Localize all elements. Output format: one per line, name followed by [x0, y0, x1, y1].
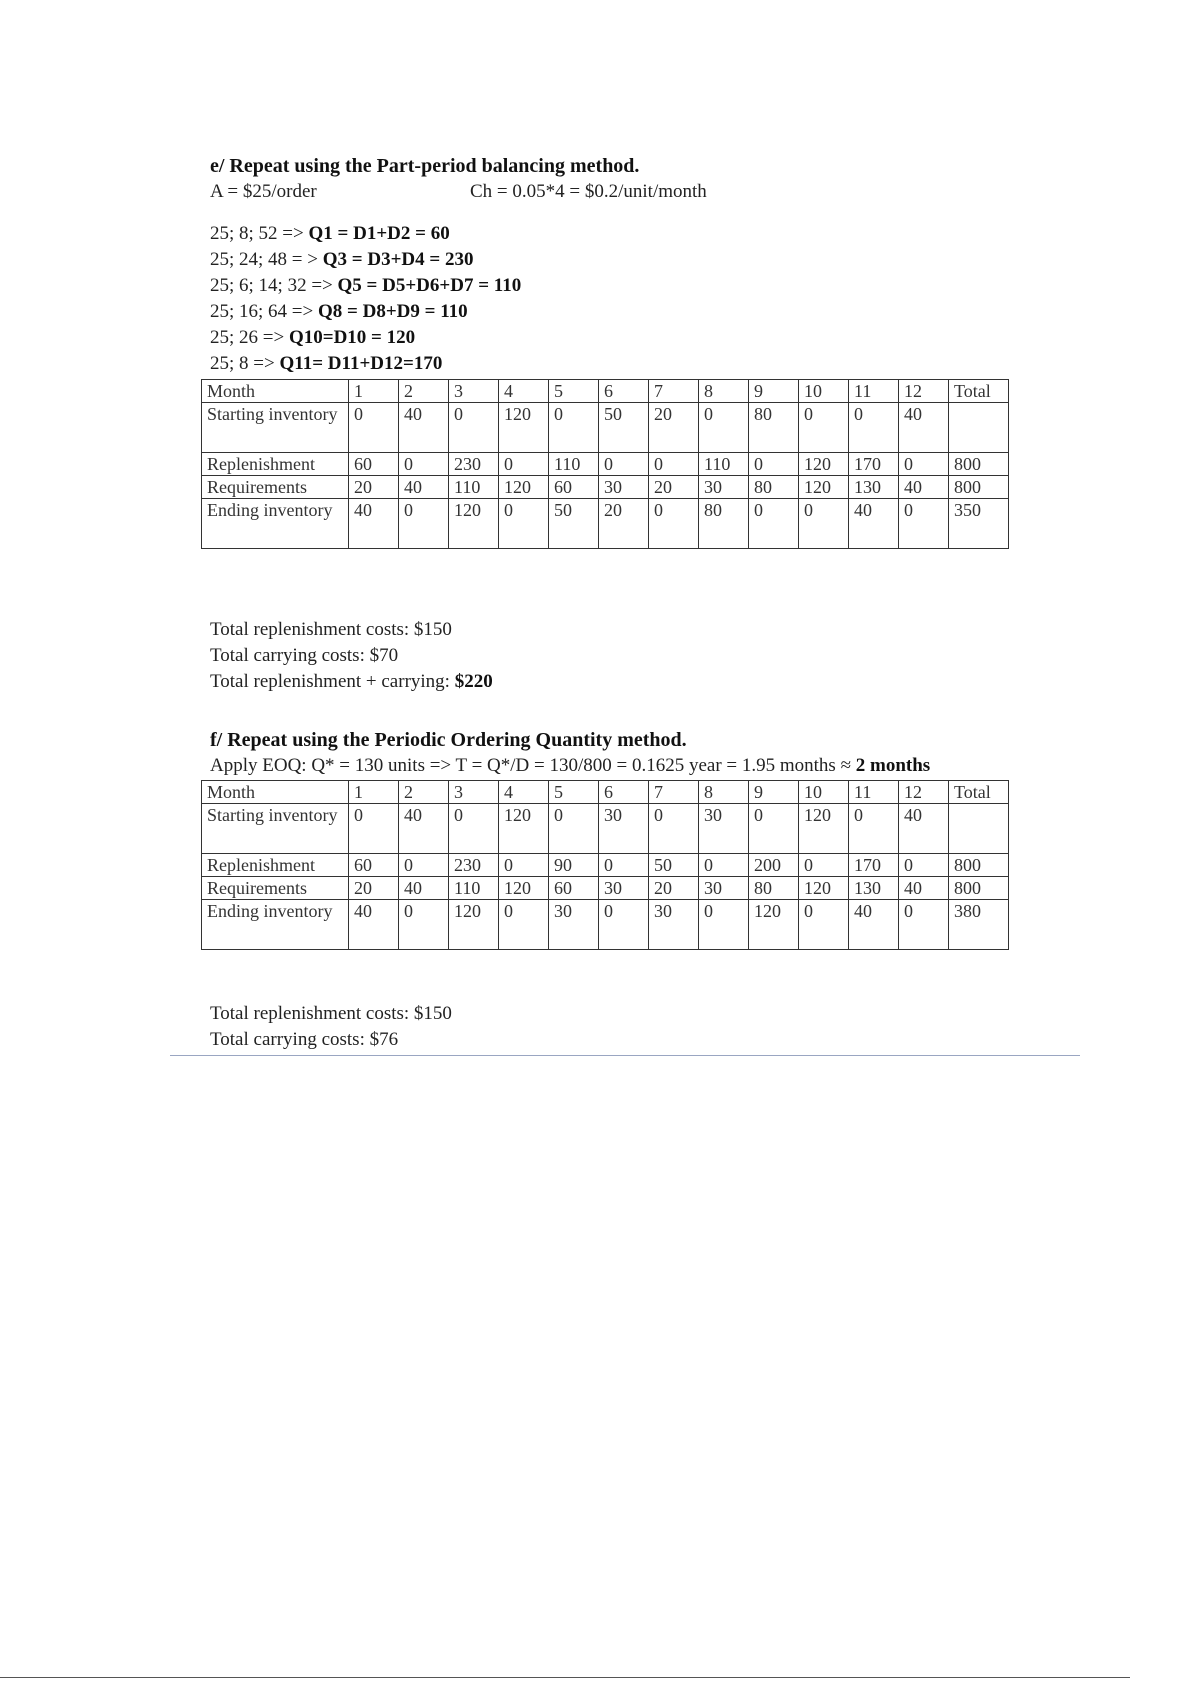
eoq-line: Apply EOQ: Q* = 130 units => T = Q*/D = 130/800 = 0.1625 year = 1.95 months ≈ 2 months	[210, 755, 931, 776]
table-cell: 8	[699, 781, 749, 804]
total-combined-costs: Total replenishment + carrying: $220	[210, 671, 493, 692]
section-f-heading: f/ Repeat using the Periodic Ordering Quantity method.	[210, 729, 687, 751]
table-cell: 40	[899, 476, 949, 499]
table-cell: 0	[349, 804, 399, 854]
table-cell: 12	[899, 380, 949, 403]
table-cell: 3	[449, 781, 499, 804]
table-cell: 40	[899, 877, 949, 900]
table-cell: 0	[849, 403, 899, 453]
table-cell: 40	[349, 900, 399, 950]
table-cell: 0	[549, 403, 599, 453]
table-cell: 0	[499, 854, 549, 877]
table-cell: 0	[449, 403, 499, 453]
table-cell: 0	[899, 900, 949, 950]
table-row-label: Replenishment	[202, 453, 349, 476]
table-row-label: Ending inventory	[202, 900, 349, 950]
table-cell: 40	[849, 499, 899, 549]
table-cell: 120	[799, 877, 849, 900]
table-cell: 5	[549, 380, 599, 403]
table-cell: 10	[799, 380, 849, 403]
table-cell: 40	[399, 804, 449, 854]
total-replenishment-costs: Total replenishment costs: $150	[210, 619, 452, 640]
table-cell: 0	[649, 804, 699, 854]
table-cell: 120	[499, 476, 549, 499]
table-row	[202, 877, 1009, 900]
total-replenishment-costs: Total replenishment costs: $150	[210, 1003, 452, 1024]
table-cell: 800	[949, 476, 1009, 499]
table-row-label: Starting inventory	[202, 804, 349, 854]
table-cell: 0	[699, 900, 749, 950]
table-cell: 60	[349, 854, 399, 877]
table-row	[202, 854, 1009, 877]
table-cell: 130	[849, 877, 899, 900]
table-cell: 1	[349, 781, 399, 804]
table-cell: 120	[449, 499, 499, 549]
table-cell: 40	[399, 877, 449, 900]
table-cell: 60	[349, 453, 399, 476]
table-cell: Month	[202, 380, 349, 403]
table-cell: 120	[799, 804, 849, 854]
table-cell: 30	[599, 877, 649, 900]
table-cell: 30	[599, 476, 649, 499]
table-cell: 130	[849, 476, 899, 499]
table-cell: 4	[499, 380, 549, 403]
table-cell	[949, 403, 1009, 453]
table-cell: 0	[499, 453, 549, 476]
table-cell: 110	[549, 453, 599, 476]
table-cell: 0	[899, 854, 949, 877]
table-cell: 120	[799, 476, 849, 499]
table-cell: 40	[849, 900, 899, 950]
table-cell: 230	[449, 854, 499, 877]
table-cell: 800	[949, 854, 1009, 877]
table-cell: 12	[899, 781, 949, 804]
section-e-heading: e/ Repeat using the Part-period balancing method.	[210, 155, 640, 177]
table-cell: 0	[749, 804, 799, 854]
table-cell: 80	[749, 403, 799, 453]
table-cell: 50	[649, 854, 699, 877]
table-row	[202, 453, 1009, 476]
table-cell: 30	[699, 804, 749, 854]
table-row-label: Starting inventory	[202, 403, 349, 453]
table-cell: 50	[549, 499, 599, 549]
ordering-cost-line: A = $25/order	[210, 181, 317, 202]
table-cell: 110	[699, 453, 749, 476]
table-cell: 120	[499, 403, 549, 453]
periodic-order-quantity-table	[201, 780, 1009, 950]
carrying-cost-line: Ch = 0.05*4 = $0.2/unit/month	[470, 181, 707, 202]
table-cell: 800	[949, 453, 1009, 476]
table-cell: 4	[499, 781, 549, 804]
table-cell: 2	[399, 380, 449, 403]
table-cell: 350	[949, 499, 1009, 549]
table-cell: 20	[349, 877, 399, 900]
table-cell: 0	[799, 854, 849, 877]
table-cell: 40	[899, 403, 949, 453]
table-cell: 110	[449, 476, 499, 499]
table-cell: 0	[599, 900, 649, 950]
table-cell: 0	[799, 499, 849, 549]
table-cell: 30	[549, 900, 599, 950]
table-cell: 9	[749, 380, 799, 403]
table-cell: 5	[549, 781, 599, 804]
table-cell: 20	[599, 499, 649, 549]
step-line: 25; 16; 64 => Q8 = D8+D9 = 110	[210, 301, 468, 322]
table-row-label: Requirements	[202, 476, 349, 499]
table-cell: 0	[399, 453, 449, 476]
total-carrying-costs: Total carrying costs: $70	[210, 645, 399, 666]
table-row-label: Requirements	[202, 877, 349, 900]
table-cell	[949, 804, 1009, 854]
step-line: 25; 26 => Q10=D10 = 120	[210, 327, 416, 348]
table-cell: 20	[649, 877, 699, 900]
table-cell: 0	[649, 453, 699, 476]
table-cell: 0	[399, 900, 449, 950]
step-line: 25; 8; 52 => Q1 = D1+D2 = 60	[210, 223, 450, 244]
table-row-label: Replenishment	[202, 854, 349, 877]
table-cell: 30	[649, 900, 699, 950]
table-cell: 60	[549, 476, 599, 499]
table-cell: 120	[449, 900, 499, 950]
table-cell: 170	[849, 854, 899, 877]
table-cell: 0	[449, 804, 499, 854]
table-cell: 0	[499, 900, 549, 950]
table-cell: 120	[799, 453, 849, 476]
table-cell: 20	[649, 403, 699, 453]
table-cell: 0	[649, 499, 699, 549]
table-cell: 0	[499, 499, 549, 549]
table-row	[202, 476, 1009, 499]
page-bottom-border	[0, 1677, 1130, 1678]
table-cell: Month	[202, 781, 349, 804]
total-carrying-costs: Total carrying costs: $76	[210, 1029, 399, 1050]
table-cell: 40	[399, 403, 449, 453]
table-row	[202, 804, 1009, 854]
table-cell: 7	[649, 380, 699, 403]
table-row	[202, 499, 1009, 549]
table-cell: 230	[449, 453, 499, 476]
table-cell: 200	[749, 854, 799, 877]
table-cell: 120	[499, 804, 549, 854]
table-cell: 20	[649, 476, 699, 499]
table-cell: 0	[549, 804, 599, 854]
table-cell: 20	[349, 476, 399, 499]
table-cell: 0	[349, 403, 399, 453]
table-cell: 40	[349, 499, 399, 549]
table-cell: 9	[749, 781, 799, 804]
table-cell: 30	[699, 877, 749, 900]
table-cell: 30	[599, 804, 649, 854]
table-cell: 7	[649, 781, 699, 804]
table-cell: 30	[699, 476, 749, 499]
table-row	[202, 900, 1009, 950]
table-cell: 120	[749, 900, 799, 950]
step-line: 25; 8 => Q11= D11+D12=170	[210, 353, 443, 374]
table-cell: 0	[899, 453, 949, 476]
table-row-label: Ending inventory	[202, 499, 349, 549]
table-cell: 60	[549, 877, 599, 900]
table-cell: 10	[799, 781, 849, 804]
table-cell: 0	[749, 499, 799, 549]
table-cell: 800	[949, 877, 1009, 900]
table-cell: 0	[599, 854, 649, 877]
table-cell: 110	[449, 877, 499, 900]
table-cell: 0	[599, 453, 649, 476]
table-cell: 0	[699, 403, 749, 453]
table-cell: 380	[949, 900, 1009, 950]
table-cell: 40	[899, 804, 949, 854]
table-cell: 0	[849, 804, 899, 854]
table-row	[202, 403, 1009, 453]
table-cell: 50	[599, 403, 649, 453]
table-cell: 80	[749, 476, 799, 499]
table-cell: 8	[699, 380, 749, 403]
table-cell: 0	[899, 499, 949, 549]
table-cell: 120	[499, 877, 549, 900]
table-cell: 0	[399, 499, 449, 549]
table-cell: 11	[849, 380, 899, 403]
step-line: 25; 24; 48 = > Q3 = D3+D4 = 230	[210, 249, 474, 270]
table-cell: 0	[749, 453, 799, 476]
section-divider	[170, 1055, 1080, 1056]
table-header-row	[202, 380, 1009, 403]
table-header-row	[202, 781, 1009, 804]
table-cell: 2	[399, 781, 449, 804]
table-cell: 90	[549, 854, 599, 877]
table-cell: Total	[949, 781, 1009, 804]
table-cell: 0	[399, 854, 449, 877]
step-line: 25; 6; 14; 32 => Q5 = D5+D6+D7 = 110	[210, 275, 522, 296]
table-cell: 40	[399, 476, 449, 499]
table-cell: 3	[449, 380, 499, 403]
table-cell: 6	[599, 380, 649, 403]
table-cell: Total	[949, 380, 1009, 403]
table-cell: 1	[349, 380, 399, 403]
table-cell: 11	[849, 781, 899, 804]
part-period-table	[201, 379, 1009, 549]
table-cell: 0	[699, 854, 749, 877]
table-cell: 6	[599, 781, 649, 804]
table-cell: 80	[699, 499, 749, 549]
table-cell: 0	[799, 403, 849, 453]
table-cell: 80	[749, 877, 799, 900]
table-cell: 170	[849, 453, 899, 476]
table-cell: 0	[799, 900, 849, 950]
